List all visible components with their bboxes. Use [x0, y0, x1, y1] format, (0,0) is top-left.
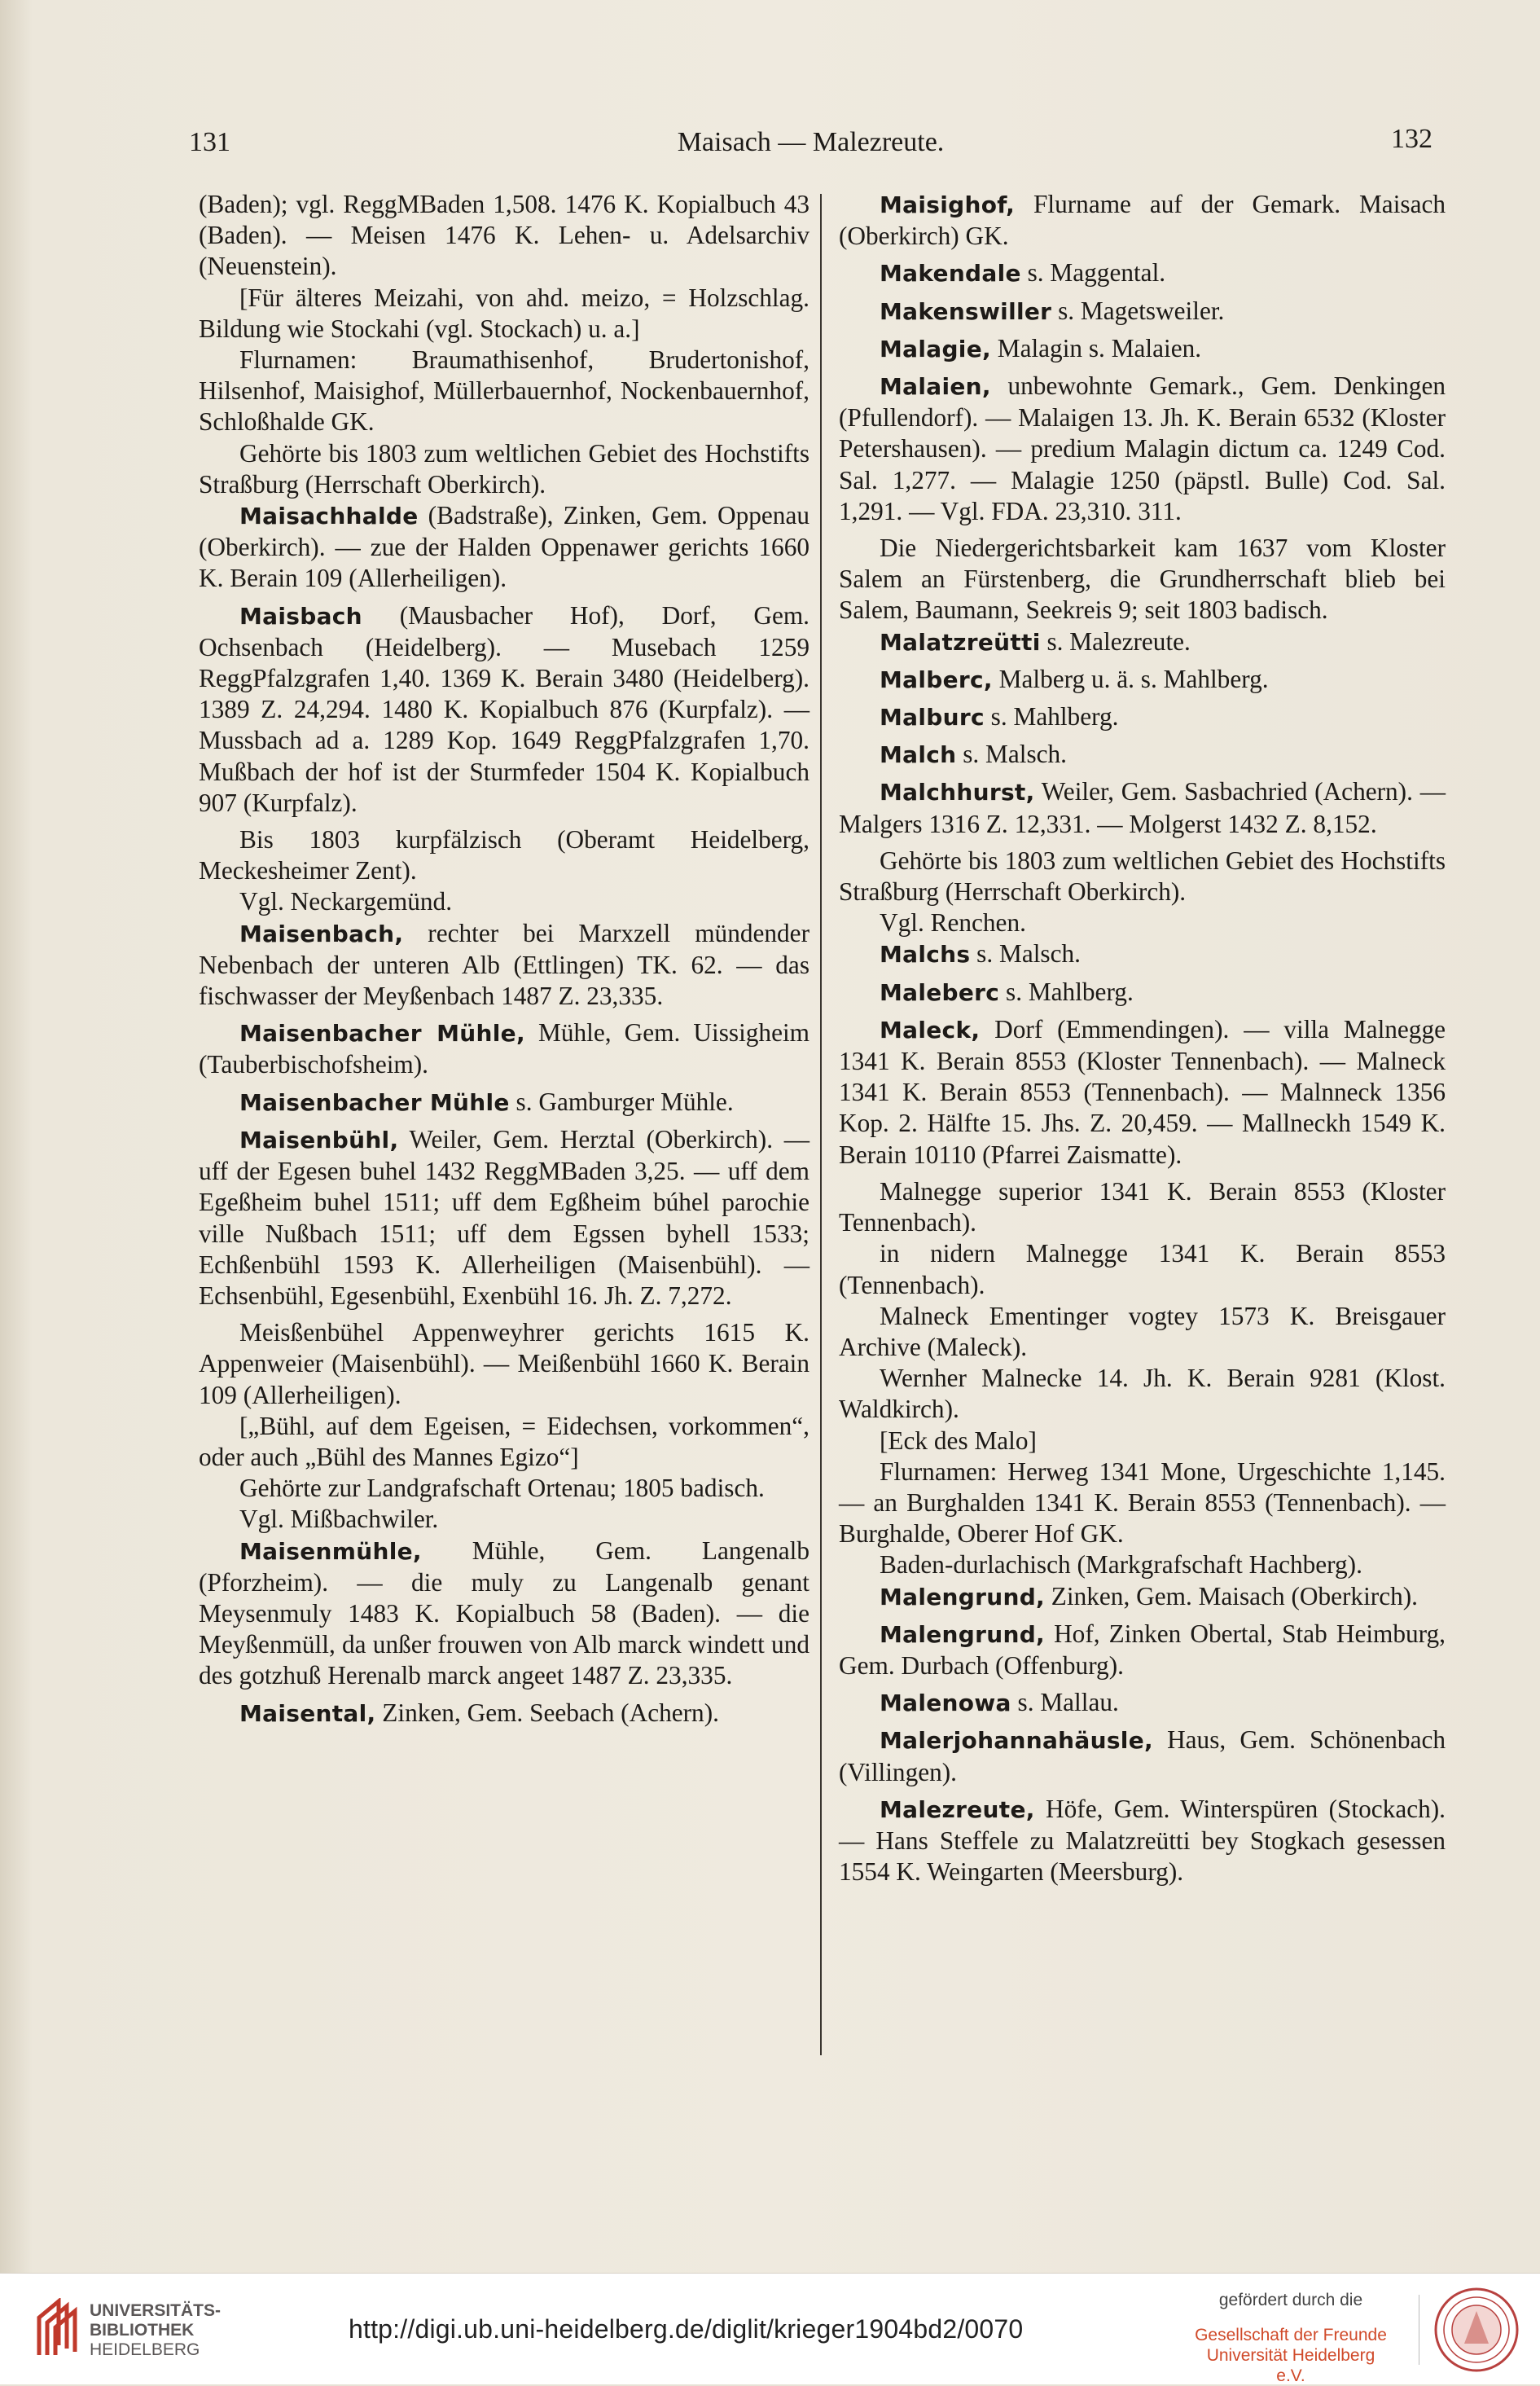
entry-headword: Maisenbühl,	[239, 1126, 399, 1153]
lexicon-paragraph	[199, 824, 809, 886]
lexicon-entry	[839, 1014, 1446, 1171]
entry-text: Baden-durlachisch (Markgrafschaft Hachberg).	[880, 1550, 1362, 1580]
entry-headword: Malchhurst,	[880, 779, 1035, 806]
lexicon-paragraph	[199, 189, 809, 283]
lexicon-entry	[839, 701, 1446, 733]
entry-text: s. Malsch.	[970, 939, 1081, 969]
sponsor-block[interactable]	[1193, 2290, 1389, 2386]
entry-text: Dorf (Emmendingen). — villa Malnegge 1341 K. Berain 8553 (Kloster Tennenbach). — Malneck 1341 K. Berain 8553 (Tennenbach). — Malnneck 1356 Kop. 2. Hälfte 15. Jhs. Z. 20,459. — Mallneckh 1549 K. Berain 10110 (Pfarrei Zaismatte).	[839, 1014, 1446, 1169]
page-number-left: 131	[189, 127, 230, 157]
entry-headword: Maisenmühle,	[239, 1537, 422, 1565]
lexicon-paragraph	[199, 345, 809, 438]
entry-text: [Für älteres Meizahi, von ahd. meizo, = Holzschlag. Bildung wie Stockahi (vgl. Stockach) u. a.]	[199, 283, 809, 343]
entry-text: s. Mahlberg.	[999, 977, 1134, 1006]
library-line: UNIVERSITÄTS-	[90, 2301, 222, 2320]
entry-headword: Malchs	[880, 941, 971, 969]
entry-text: Zinken, Gem. Seebach (Achern).	[375, 1698, 719, 1727]
entry-headword: Maleck,	[880, 1016, 981, 1044]
lexicon-paragraph	[839, 907, 1446, 938]
entry-text: (Mausbacher Hof), Dorf, Gem. Ochsenbach (Heidelberg). — Musebach 1259 ReggPfalzgrafen 1,40. 1369 K. Berain 3480 (Heidelberg). 1389 Z. 24,294. 1480 K. Kopialbuch 876 (Kurpfalz). — Mussbach ad a. 1289 Kop. 1649 ReggPfalzgrafen 1,70. Mußbach der hof ist der Sturmfeder 1504 K. Kopialbuch 907 (Kurpfalz).	[199, 600, 809, 817]
entry-text: Flurnamen: Braumathisenhof, Brudertonishof, Hilsenhof, Maisighof, Müllerbauernhof, Nockenbauernhof, Schloßhalde GK.	[199, 345, 809, 437]
entry-headword: Maisighof,	[880, 191, 1016, 218]
entry-headword: Maisenbach,	[239, 920, 404, 947]
lexicon-entry	[199, 1698, 809, 1729]
lexicon-paragraph	[839, 1426, 1446, 1457]
lexicon-entry	[199, 500, 809, 595]
lexicon-paragraph	[839, 1238, 1446, 1300]
lexicon-entry	[199, 1124, 809, 1312]
entry-text: Flurnamen: Herweg 1341 Mone, Urgeschichte 1,145. — an Burghalden 1341 K. Berain 8553 (Tennenbach). — Burghalde, Oberer Hof GK.	[839, 1457, 1446, 1549]
lexicon-paragraph	[839, 846, 1446, 907]
entry-text: Mühle, Gem. Langenalb (Pforzheim). — die muly zu Langenalb genant Meysenmuly 1483 K. Kopialbuch 58 (Baden). — die Meyßenmüll, da unßer frouwen von Alb marck windett und des gotzhuß Herenalb marck angeet 1487 Z. 23,335.	[199, 1536, 809, 1690]
entry-headword: Malagie,	[880, 335, 991, 363]
entry-text: Malberg u. ä. s. Mahlberg.	[992, 664, 1269, 693]
entry-headword: Malezreute,	[880, 1795, 1035, 1823]
entry-text: [„Bühl, auf dem Egeisen, = Eidechsen, vorkommen“, oder auch „Bühl des Mannes Egizo“]	[199, 1411, 809, 1471]
entry-headword: Malch	[880, 741, 957, 769]
entry-text: Weiler, Gem. Herztal (Oberkirch). — uff der Egesen buhel 1432 ReggMBaden 3,25. — uff dem Egeßheim buhel 1511; uff dem Egßheim búhel parochie ville Nußbach 1511; uff dem Egssen byhell 1533; Echßenbühl 1593 K. Allerheiligen (Maisenbühl). — Echsenbühl, Egesenbühl, Exenbühl 16. Jh. Z. 7,272.	[199, 1124, 809, 1310]
lexicon-paragraph	[199, 438, 809, 500]
lexicon-paragraph	[839, 1301, 1446, 1363]
lexicon-entry	[839, 189, 1446, 252]
entry-text: [Eck des Malo]	[880, 1426, 1037, 1455]
university-seal-icon	[1432, 2285, 1521, 2375]
entry-text: Vgl. Renchen.	[880, 908, 1026, 938]
entry-text: Malnegge superior 1341 K. Berain 8553 (Kloster Tennenbach).	[839, 1176, 1446, 1237]
entry-text: Vgl. Neckargemünd.	[239, 887, 453, 916]
entry-text: Haus, Gem. Schönenbach (Villingen).	[839, 1725, 1446, 1786]
lexicon-entry	[199, 1017, 809, 1080]
entry-text: Malagin s. Malaien.	[990, 333, 1202, 363]
lexicon-paragraph	[199, 1411, 809, 1473]
lexicon-paragraph	[199, 1504, 809, 1535]
entry-text: unbewohnte Gemark., Gem. Denkingen (Pfullendorf). — Malaigen 13. Jh. K. Berain 6532 (Kloster Petershausen). — predium Malagin dictum ca. 1249 Cod. Sal. 1,277. — Malagie 1250 (päpstl. Bulle) Cod. Sal. 1,291. — Vgl. FDA. 23,310. 311.	[839, 371, 1446, 525]
lexicon-paragraph	[199, 1317, 809, 1411]
entry-headword: Maisbach	[239, 602, 362, 630]
entry-text: Malneck Ementinger vogtey 1573 K. Breisgauer Archive (Maleck).	[839, 1301, 1446, 1361]
entry-text: Vgl. Mißbachwiler.	[239, 1505, 439, 1534]
entry-text: s. Malezreute.	[1040, 626, 1191, 656]
running-title: Maisach — Malezreute.	[677, 127, 945, 157]
entry-headword: Malaien,	[880, 373, 991, 401]
sponsor-name: Universität Heidelberg e.V.	[1206, 2346, 1375, 2385]
entry-headword: Maisachhalde	[239, 503, 419, 530]
lexicon-paragraph	[839, 1363, 1446, 1425]
entry-headword: Malatzreütti	[880, 628, 1041, 656]
entry-text: rechter bei Marxzell mündender Nebenbach der unteren Alb (Ettlingen) TK. 62. — das fischwasser der Meyßenbach 1487 Z. 23,335.	[199, 918, 809, 1011]
entry-text: Weiler, Gem. Sasbachried (Achern). — Malgers 1316 Z. 12,331. — Molgerst 1432 Z. 8,152.	[839, 777, 1446, 838]
entry-headword: Makendale	[880, 260, 1021, 288]
entry-headword: Maisenbacher Mühle	[239, 1088, 510, 1116]
lexicon-entry	[839, 1581, 1446, 1613]
entry-text: Flurname auf der Gemark. Maisach (Oberkirch) GK.	[839, 190, 1446, 251]
lexicon-entry	[839, 1725, 1446, 1787]
lexicon-entry	[839, 776, 1446, 839]
lexicon-entry	[199, 1087, 809, 1118]
lexicon-entry	[839, 1687, 1446, 1719]
entry-headword: Malengrund,	[880, 1620, 1045, 1648]
lexicon-paragraph	[839, 1457, 1446, 1550]
lexicon-paragraph	[839, 533, 1446, 626]
lexicon-paragraph	[199, 1473, 809, 1504]
lexicon-entry	[199, 600, 809, 819]
entry-text: Bis 1803 kurpfälzisch (Oberamt Heidelberg, Meckesheimer Zent).	[199, 825, 809, 885]
entry-text: Gehörte bis 1803 zum weltlichen Gebiet des Hochstifts Straßburg (Herrschaft Oberkirch).	[839, 846, 1446, 907]
right-column	[839, 189, 1446, 1893]
entry-text: Zinken, Gem. Maisach (Oberkirch).	[1044, 1581, 1418, 1610]
sponsor-intro: gefördert durch die	[1218, 2291, 1363, 2309]
entry-text: Mühle, Gem. Uissigheim (Tauberbischofsheim).	[199, 1018, 809, 1079]
entry-headword: Malerjohannahäusle,	[880, 1727, 1153, 1755]
entry-text: (Badstraße), Zinken, Gem. Oppenau (Oberkirch). — zue der Halden Oppenawer gerichts 1660 K. Berain 109 (Allerheiligen).	[199, 501, 809, 593]
entry-headword: Malberc,	[880, 666, 993, 693]
lexicon-entry	[839, 626, 1446, 658]
entry-text: s. Maggental.	[1020, 258, 1166, 288]
entry-text: Meisßenbühel Appenweyhrer gerichts 1615 K. Appenweier (Maisenbühl). — Meißenbühl 1660 K. Berain 109 (Allerheiligen).	[199, 1318, 809, 1409]
entry-headword: Maisenbacher Mühle,	[239, 1020, 525, 1048]
lexicon-paragraph	[199, 886, 809, 917]
ub-heidelberg-logo-icon[interactable]	[34, 2298, 83, 2358]
library-line: BIBLIOTHEK	[90, 2321, 195, 2340]
lexicon-entry	[839, 977, 1446, 1008]
entry-headword: Maisental,	[239, 1699, 376, 1727]
lexicon-entry	[839, 333, 1446, 365]
permalink-url[interactable]: http://digi.ub.uni-heidelberg.de/diglit/krieger1904bd2/0070	[349, 2314, 1024, 2344]
entry-text: Die Niedergerichtsbarkeit kam 1637 vom Kloster Salem an Fürstenberg, die Grundherrschaft blieb bei Salem, Baumann, Seekreis 9; seit 1803 badisch.	[839, 534, 1446, 625]
lexicon-entry	[839, 938, 1446, 970]
left-column	[199, 189, 809, 1735]
sponsor-name: Gesellschaft der Freunde	[1195, 2326, 1387, 2344]
entry-text: Wernher Malnecke 14. Jh. K. Berain 9281 (Klost. Waldkirch).	[839, 1364, 1446, 1424]
entry-headword: Malenowa	[880, 1690, 1011, 1717]
library-name[interactable]	[90, 2301, 221, 2360]
lexicon-entry	[839, 296, 1446, 327]
page-header	[189, 121, 1433, 169]
entry-text: Hof, Zinken Obertal, Stab Heimburg, Gem. Durbach (Offenburg).	[839, 1619, 1446, 1680]
entry-text: s. Mallau.	[1011, 1688, 1119, 1717]
entry-text: in nidern Malnegge 1341 K. Berain 8553 (Tennenbach).	[839, 1239, 1446, 1299]
lexicon-entry	[839, 1794, 1446, 1888]
lexicon-paragraph	[839, 1176, 1446, 1238]
entry-text: Gehörte zur Landgrafschaft Ortenau; 1805 badisch.	[239, 1474, 765, 1503]
entry-headword: Malburc	[880, 704, 985, 732]
lexicon-entry	[839, 664, 1446, 696]
column-divider	[820, 194, 822, 2055]
entry-text: Höfe, Gem. Winterspüren (Stockach). — Hans Steffele zu Malatzreütti bey Stogkach gesessen 1554 K. Weingarten (Meersburg).	[839, 1794, 1446, 1887]
page-number-right: 132	[1391, 124, 1433, 154]
lexicon-entry	[839, 257, 1446, 289]
entry-text: (Baden); vgl. ReggMBaden 1,508. 1476 K. Kopialbuch 43 (Baden). — Meisen 1476 K. Lehen- u. Adelsarchiv (Neuenstein).	[199, 190, 809, 281]
library-line: HEIDELBERG	[90, 2340, 200, 2359]
entry-headword: Malengrund,	[880, 1583, 1045, 1610]
viewer-footer	[0, 2273, 1540, 2384]
lexicon-entry	[839, 739, 1446, 771]
entry-text: Gehörte bis 1803 zum weltlichen Gebiet des Hochstifts Straßburg (Herrschaft Oberkirch).	[199, 438, 809, 499]
lexicon-entry	[199, 918, 809, 1013]
entry-headword: Maleberc	[880, 978, 1000, 1006]
lexicon-paragraph	[199, 283, 809, 345]
entry-headword: Makenswiller	[880, 297, 1052, 325]
lexicon-entry	[839, 371, 1446, 527]
lexicon-entry	[839, 1619, 1446, 1681]
entry-text: s. Malsch.	[956, 740, 1068, 769]
entry-text: s. Gamburger Mühle.	[509, 1087, 734, 1116]
entry-text: s. Mahlberg.	[984, 702, 1119, 732]
lexicon-entry	[199, 1536, 809, 1692]
lexicon-paragraph	[839, 1549, 1446, 1580]
entry-text: s. Magetsweiler.	[1051, 296, 1225, 325]
